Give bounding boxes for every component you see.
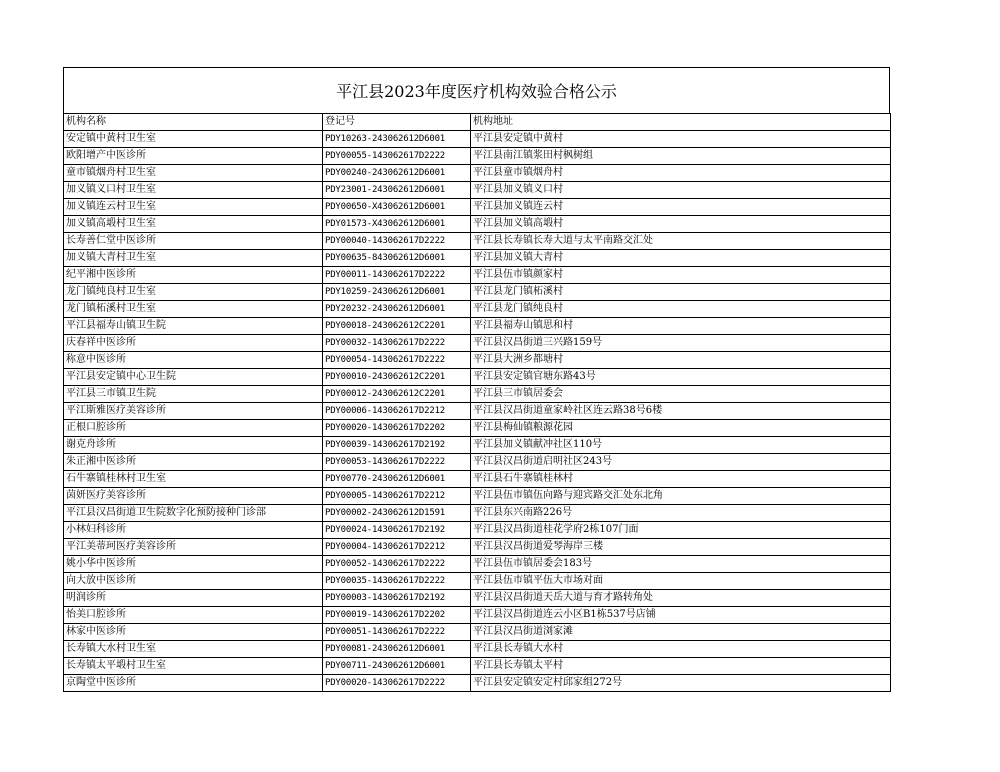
registration-number-cell: PDY00635-843062612D6001 [323,250,471,267]
table-row [64,624,891,641]
registration-number-cell: PDY00650-X43062612D6001 [323,199,471,216]
institution-address-cell: 平江县汉昌街道爱琴海岸三楼 [471,539,891,556]
table-row [64,369,891,386]
table-row [64,250,891,267]
registration-number-cell: PDY10263-243062612D6001 [323,131,471,148]
institution-name-cell: 怡美口腔诊所 [64,607,323,624]
institution-address-cell: 平江县南江镇浆田村枫树组 [471,148,891,165]
institution-address-cell: 平江县福寿山镇思和村 [471,318,891,335]
registration-number-cell: PDY00003-143062617D2192 [323,590,471,607]
institution-name-cell: 姚小华中医诊所 [64,556,323,573]
institution-address-cell: 平江县汉昌街道童家岭社区连云路38号6楼 [471,403,891,420]
header-address: 机构地址 [471,114,891,131]
table-row [64,386,891,403]
institution-name-cell: 庆春祥中医诊所 [64,335,323,352]
registration-number-cell: PDY00040-143062617D2222 [323,233,471,250]
institution-address-cell: 平江县三市镇居委会 [471,386,891,403]
table-row [64,165,891,182]
registration-number-cell: PDY00240-243062612D6001 [323,165,471,182]
table-row [64,199,891,216]
institution-name-cell: 加义镇连云村卫生室 [64,199,323,216]
institution-name-cell: 平江县福寿山镇卫生院 [64,318,323,335]
institution-address-cell: 平江县梅仙镇粮源花园 [471,420,891,437]
registration-number-cell: PDY00004-143062617D2212 [323,539,471,556]
institution-address-cell: 平江县安定镇安定村邱家组272号 [471,675,891,692]
institution-address-cell: 平江县伍市镇颜家村 [471,267,891,284]
table-row [64,318,891,335]
header-name: 机构名称 [64,114,323,131]
table-row [64,284,891,301]
institution-name-cell: 加义镇义口村卫生室 [64,182,323,199]
institution-name-cell: 京陶堂中医诊所 [64,675,323,692]
registration-number-cell: PDY00051-143062617D2222 [323,624,471,641]
institution-name-cell: 林家中医诊所 [64,624,323,641]
table-row [64,454,891,471]
registration-number-cell: PDY00032-143062617D2222 [323,335,471,352]
institution-name-cell: 平江斯雅医疗美容诊所 [64,403,323,420]
registration-number-cell: PDY23001-243062612D6001 [323,182,471,199]
institution-name-cell: 加义镇大青村卫生室 [64,250,323,267]
registration-number-cell: PDY01573-X43062612D6001 [323,216,471,233]
institution-table [63,113,891,692]
registration-number-cell: PDY00006-143062617D2212 [323,403,471,420]
registration-number-cell: PDY00081-243062612D6001 [323,641,471,658]
institution-address-cell: 平江县长寿镇太平村 [471,658,891,675]
table-row [64,539,891,556]
institution-name-cell: 龙门镇纯良村卫生室 [64,284,323,301]
institution-name-cell: 加义镇高塅村卫生室 [64,216,323,233]
table-body [64,114,891,692]
table-row [64,403,891,420]
institution-address-cell: 平江县大洲乡都塘村 [471,352,891,369]
institution-address-cell: 平江县伍市镇伍向路与迎宾路交汇处东北角 [471,488,891,505]
institution-name-cell: 平江美蒂珂医疗美容诊所 [64,539,323,556]
institution-name-cell: 平江县三市镇卫生院 [64,386,323,403]
institution-address-cell: 平江县汉昌街道天岳大道与育才路转角处 [471,590,891,607]
institution-address-cell: 平江县东兴南路226号 [471,505,891,522]
institution-name-cell: 朱正湘中医诊所 [64,454,323,471]
registration-number-cell: PDY00010-243062612C2201 [323,369,471,386]
table-row [64,573,891,590]
registration-number-cell: PDY00770-243062612D6001 [323,471,471,488]
institution-address-cell: 平江县童市镇烟舟村 [471,165,891,182]
institution-address-cell: 平江县加义镇大青村 [471,250,891,267]
institution-name-cell: 纪平湘中医诊所 [64,267,323,284]
table-row [64,556,891,573]
table-row [64,505,891,522]
table-row [64,437,891,454]
registration-number-cell: PDY00024-143062617D2192 [323,522,471,539]
institution-address-cell: 平江县加义镇献冲社区110号 [471,437,891,454]
institution-address-cell: 平江县安定镇官塘东路43号 [471,369,891,386]
institution-name-cell: 安定镇中黄村卫生室 [64,131,323,148]
table-row [64,522,891,539]
institution-address-cell: 平江县汉昌街道启明社区243号 [471,454,891,471]
table-row [64,641,891,658]
registration-number-cell: PDY00711-243062612D6001 [323,658,471,675]
institution-address-cell: 平江县汉昌街道连云小区B1栋537号店铺 [471,607,891,624]
registration-number-cell: PDY00035-143062617D2222 [323,573,471,590]
registration-number-cell: PDY20232-243062612D6001 [323,301,471,318]
institution-address-cell: 平江县伍市镇居委会183号 [471,556,891,573]
institution-address-cell: 平江县汉昌街道浏家滩 [471,624,891,641]
institution-name-cell: 平江县安定镇中心卫生院 [64,369,323,386]
registration-number-cell: PDY00011-143062617D2222 [323,267,471,284]
institution-address-cell: 平江县龙门镇柘溪村 [471,284,891,301]
registration-number-cell: PDY00005-143062617D2212 [323,488,471,505]
institution-address-cell: 平江县安定镇中黄村 [471,131,891,148]
registration-number-cell: PDY00018-243062612C2201 [323,318,471,335]
institution-address-cell: 平江县汉昌街道桂花学府2栋107门面 [471,522,891,539]
table-row [64,658,891,675]
institution-address-cell: 平江县石牛寨镇桂林村 [471,471,891,488]
institution-name-cell: 向大放中医诊所 [64,573,323,590]
institution-name-cell: 石牛寨镇桂林村卫生室 [64,471,323,488]
table-row [64,471,891,488]
institution-name-cell: 小林妇科诊所 [64,522,323,539]
registration-number-cell: PDY00054-143062617D2222 [323,352,471,369]
registration-number-cell: PDY00053-143062617D2222 [323,454,471,471]
registration-number-cell: PDY00012-243062612C2201 [323,386,471,403]
institution-address-cell: 平江县汉昌街道三兴路159号 [471,335,891,352]
registration-number-cell: PDY00052-143062617D2222 [323,556,471,573]
registration-number-cell: PDY10259-243062612D6001 [323,284,471,301]
institution-address-cell: 平江县长寿镇长寿大道与太平南路交汇处 [471,233,891,250]
institution-name-cell: 童市镇烟舟村卫生室 [64,165,323,182]
institution-address-cell: 平江县加义镇连云村 [471,199,891,216]
table-row [64,607,891,624]
table-row [64,267,891,284]
table-row [64,233,891,250]
institution-name-cell: 长寿善仁堂中医诊所 [64,233,323,250]
institution-address-cell: 平江县加义镇高塅村 [471,216,891,233]
table-row [64,301,891,318]
header-row [64,114,891,131]
institution-name-cell: 长寿镇大水村卫生室 [64,641,323,658]
registration-number-cell: PDY00020-143062617D2202 [323,420,471,437]
institution-name-cell: 龙门镇柘溪村卫生室 [64,301,323,318]
institution-name-cell: 谢克舟诊所 [64,437,323,454]
institution-address-cell: 平江县加义镇义口村 [471,182,891,199]
table-row [64,352,891,369]
table-row [64,675,891,692]
institution-name-cell: 正根口腔诊所 [64,420,323,437]
table-row [64,216,891,233]
institution-name-cell: 明润诊所 [64,590,323,607]
registration-number-cell: PDY00019-143062617D2202 [323,607,471,624]
institution-name-cell: 称意中医诊所 [64,352,323,369]
registration-number-cell: PDY00002-243062612D1591 [323,505,471,522]
table-row [64,488,891,505]
header-registration: 登记号 [323,114,471,131]
table-row [64,335,891,352]
registration-number-cell: PDY00039-143062617D2192 [323,437,471,454]
institution-name-cell: 平江县汉昌街道卫生院数字化预防接种门诊部 [64,505,323,522]
institution-address-cell: 平江县龙门镇纯良村 [471,301,891,318]
registration-number-cell: PDY00055-143062617D2222 [323,148,471,165]
table-row [64,182,891,199]
institution-name-cell: 茵妍医疗美容诊所 [64,488,323,505]
page-title: 平江县2023年度医疗机构效验合格公示 [63,67,890,113]
institution-address-cell: 平江县长寿镇大水村 [471,641,891,658]
institution-name-cell: 长寿镇太平塅村卫生室 [64,658,323,675]
table-row [64,131,891,148]
table-row [64,148,891,165]
registration-number-cell: PDY00020-143062617D2222 [323,675,471,692]
institution-address-cell: 平江县伍市镇平伍大市场对面 [471,573,891,590]
spreadsheet [63,67,890,692]
institution-name-cell: 欧阳增产中医诊所 [64,148,323,165]
table-row [64,590,891,607]
table-row [64,420,891,437]
